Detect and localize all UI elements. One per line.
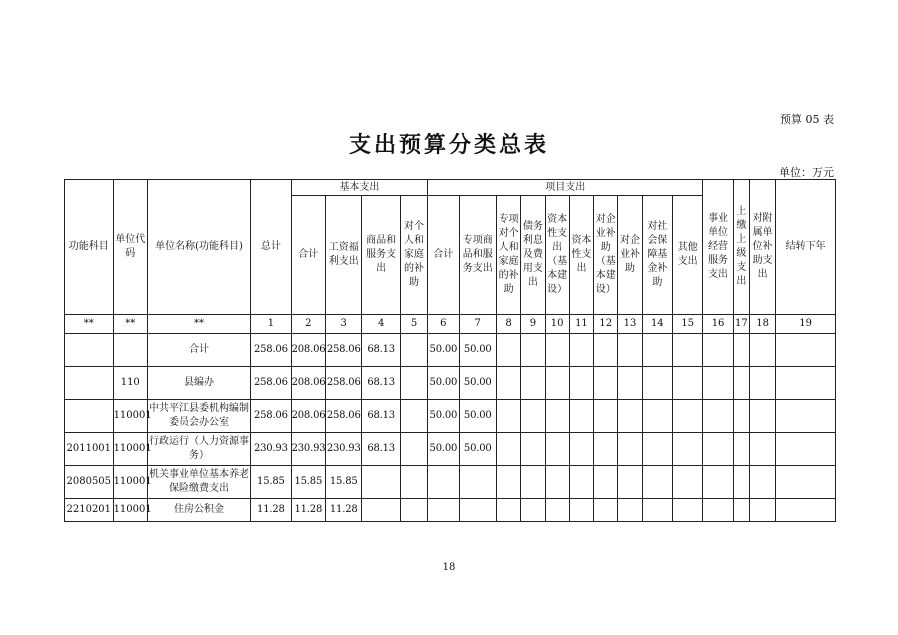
empty-cell <box>569 499 593 522</box>
basic-personal-cell <box>400 400 427 433</box>
col-project-capital: 资本性支出 <box>569 196 593 315</box>
index-cell: ** <box>147 315 250 334</box>
project-goods-cell: 50.00 <box>459 400 496 433</box>
empty-cell <box>776 433 836 466</box>
empty-cell <box>703 466 733 499</box>
basic-wage-cell: 258.06 <box>326 334 362 367</box>
empty-cell <box>594 367 618 400</box>
col-project-debt: 债务利息及费用支出 <box>521 196 545 315</box>
group-project: 项目支出 <box>428 180 703 196</box>
col-total: 总计 <box>251 180 291 315</box>
empty-cell <box>776 334 836 367</box>
index-cell: 18 <box>749 315 775 334</box>
empty-cell <box>569 367 593 400</box>
empty-cell <box>672 400 702 433</box>
empty-cell <box>733 499 749 522</box>
budget-table <box>64 179 836 522</box>
basic-sum-cell: 11.28 <box>291 499 325 522</box>
basic-sum-cell: 208.06 <box>291 334 325 367</box>
empty-cell <box>618 466 642 499</box>
project-goods-cell: 50.00 <box>459 367 496 400</box>
index-cell: 16 <box>703 315 733 334</box>
empty-cell <box>569 433 593 466</box>
col-project-personal: 专项对个人和家庭的补助 <box>496 196 520 315</box>
index-cell: 14 <box>642 315 672 334</box>
index-cell: 8 <box>496 315 520 334</box>
col-project-enterprise-construction: 对企业补助（基本建设） <box>594 196 618 315</box>
empty-cell <box>733 433 749 466</box>
index-cell: 15 <box>672 315 702 334</box>
basic-wage-cell: 258.06 <box>326 400 362 433</box>
col-basic-sum: 合计 <box>291 196 325 315</box>
col-basic-wage: 工资福利支出 <box>326 196 362 315</box>
index-cell: 2 <box>291 315 325 334</box>
unit-name-cell: 合计 <box>147 334 250 367</box>
basic-wage-cell: 11.28 <box>326 499 362 522</box>
empty-cell <box>733 466 749 499</box>
func-subject-cell <box>65 334 114 367</box>
col-func-subject: 功能科目 <box>65 180 114 315</box>
col-project-capital-construction: 资本性支出（基本建设） <box>545 196 569 315</box>
empty-cell <box>496 400 520 433</box>
func-subject-cell <box>65 367 114 400</box>
basic-sum-cell: 208.06 <box>291 400 325 433</box>
basic-personal-cell <box>400 499 427 522</box>
group-basic: 基本支出 <box>291 180 428 196</box>
empty-cell <box>672 466 702 499</box>
index-cell: 7 <box>459 315 496 334</box>
index-cell: ** <box>113 315 147 334</box>
empty-cell <box>594 466 618 499</box>
table-row <box>65 433 836 466</box>
project-goods-cell <box>459 466 496 499</box>
empty-cell <box>642 499 672 522</box>
total-cell: 11.28 <box>251 499 291 522</box>
col-project-social-security: 对社会保障基金补助 <box>642 196 672 315</box>
empty-cell <box>569 334 593 367</box>
func-subject-cell: 2210201 <box>65 499 114 522</box>
empty-cell <box>733 334 749 367</box>
empty-cell <box>545 367 569 400</box>
index-cell: 3 <box>326 315 362 334</box>
empty-cell <box>521 433 545 466</box>
basic-goods-cell: 68.13 <box>362 367 400 400</box>
project-goods-cell <box>459 499 496 522</box>
empty-cell <box>521 499 545 522</box>
index-cell: 11 <box>569 315 593 334</box>
empty-cell <box>618 334 642 367</box>
empty-cell <box>776 499 836 522</box>
basic-sum-cell: 208.06 <box>291 367 325 400</box>
unit-code-cell: 110001 <box>113 466 147 499</box>
empty-cell <box>749 466 775 499</box>
empty-cell <box>776 466 836 499</box>
col-project-enterprise: 对企业补助 <box>618 196 642 315</box>
empty-cell <box>521 334 545 367</box>
index-cell: ** <box>65 315 114 334</box>
unit-code-cell: 110001 <box>113 499 147 522</box>
empty-cell <box>569 466 593 499</box>
col-project-goods: 专项商品和服务支出 <box>459 196 496 315</box>
table-row <box>65 466 836 499</box>
table-row <box>65 400 836 433</box>
unit-code-cell: 110001 <box>113 433 147 466</box>
unit-name-cell: 住房公积金 <box>147 499 250 522</box>
table-row <box>65 334 836 367</box>
empty-cell <box>545 433 569 466</box>
col-carryover: 结转下年 <box>776 180 836 315</box>
page-title: 支出预算分类总表 <box>348 133 549 158</box>
index-cell: 9 <box>521 315 545 334</box>
empty-cell <box>496 334 520 367</box>
empty-cell <box>642 367 672 400</box>
empty-cell <box>545 334 569 367</box>
project-sum-cell: 50.00 <box>428 400 459 433</box>
index-cell: 5 <box>400 315 427 334</box>
page-number: 18 <box>442 562 456 573</box>
empty-cell <box>703 334 733 367</box>
header-row-groups <box>65 180 836 196</box>
unit-name-cell: 中共平江县委机构编制委员会办公室 <box>147 400 250 433</box>
empty-cell <box>776 400 836 433</box>
form-number: 预算 05 表 <box>780 113 834 126</box>
unit-code-cell: 110001 <box>113 400 147 433</box>
empty-cell <box>521 367 545 400</box>
project-sum-cell <box>428 466 459 499</box>
empty-cell <box>618 433 642 466</box>
basic-goods-cell: 68.13 <box>362 334 400 367</box>
total-cell: 258.06 <box>251 367 291 400</box>
empty-cell <box>496 367 520 400</box>
project-sum-cell: 50.00 <box>428 433 459 466</box>
col-unit-code: 单位代码 <box>113 180 147 315</box>
empty-cell <box>672 499 702 522</box>
empty-cell <box>496 433 520 466</box>
unit-code-cell: 110 <box>113 367 147 400</box>
basic-goods-cell <box>362 499 400 522</box>
basic-personal-cell <box>400 334 427 367</box>
col-project-other: 其他支出 <box>672 196 702 315</box>
basic-personal-cell <box>400 466 427 499</box>
table-row <box>65 499 836 522</box>
index-cell: 13 <box>618 315 642 334</box>
empty-cell <box>703 433 733 466</box>
empty-cell <box>672 433 702 466</box>
empty-cell <box>545 466 569 499</box>
empty-cell <box>703 499 733 522</box>
col-affiliated: 对附属单位补助支出 <box>749 180 775 315</box>
empty-cell <box>749 400 775 433</box>
empty-cell <box>703 367 733 400</box>
empty-cell <box>642 466 672 499</box>
empty-cell <box>594 334 618 367</box>
empty-cell <box>642 334 672 367</box>
empty-cell <box>496 466 520 499</box>
empty-cell <box>521 400 545 433</box>
index-cell: 10 <box>545 315 569 334</box>
empty-cell <box>642 400 672 433</box>
total-cell: 15.85 <box>251 466 291 499</box>
empty-cell <box>672 334 702 367</box>
basic-sum-cell: 230.93 <box>291 433 325 466</box>
empty-cell <box>749 433 775 466</box>
empty-cell <box>733 367 749 400</box>
empty-cell <box>642 433 672 466</box>
project-sum-cell: 50.00 <box>428 334 459 367</box>
func-subject-cell: 2080505 <box>65 466 114 499</box>
basic-goods-cell <box>362 466 400 499</box>
empty-cell <box>776 367 836 400</box>
basic-sum-cell: 15.85 <box>291 466 325 499</box>
empty-cell <box>618 367 642 400</box>
empty-cell <box>703 400 733 433</box>
unit-name-cell: 行政运行（人力资源事务） <box>147 433 250 466</box>
col-basic-personal: 对个人和家庭的补助 <box>400 196 427 315</box>
empty-cell <box>594 400 618 433</box>
col-unit-name: 单位名称(功能科目) <box>147 180 250 315</box>
empty-cell <box>545 400 569 433</box>
empty-cell <box>594 433 618 466</box>
empty-cell <box>672 367 702 400</box>
col-project-sum: 合计 <box>428 196 459 315</box>
index-cell: 12 <box>594 315 618 334</box>
empty-cell <box>618 499 642 522</box>
project-goods-cell: 50.00 <box>459 334 496 367</box>
index-cell: 1 <box>251 315 291 334</box>
empty-cell <box>749 367 775 400</box>
basic-personal-cell <box>400 367 427 400</box>
table-row <box>65 367 836 400</box>
empty-cell <box>521 466 545 499</box>
empty-cell <box>749 499 775 522</box>
project-sum-cell <box>428 499 459 522</box>
project-goods-cell: 50.00 <box>459 433 496 466</box>
total-cell: 258.06 <box>251 334 291 367</box>
func-subject-cell <box>65 400 114 433</box>
total-cell: 230.93 <box>251 433 291 466</box>
index-cell: 4 <box>362 315 400 334</box>
project-sum-cell: 50.00 <box>428 367 459 400</box>
basic-wage-cell: 258.06 <box>326 367 362 400</box>
basic-wage-cell: 230.93 <box>326 433 362 466</box>
unit-name-cell: 机关事业单位基本养老保险缴费支出 <box>147 466 250 499</box>
index-cell: 17 <box>733 315 749 334</box>
col-basic-goods: 商品和服务支出 <box>362 196 400 315</box>
func-subject-cell: 2011001 <box>65 433 114 466</box>
col-superior: 上缴上级支出 <box>733 180 749 315</box>
unit-label: 单位：万元 <box>779 166 834 179</box>
basic-goods-cell: 68.13 <box>362 400 400 433</box>
empty-cell <box>749 334 775 367</box>
index-cell: 6 <box>428 315 459 334</box>
total-cell: 258.06 <box>251 400 291 433</box>
index-cell: 19 <box>776 315 836 334</box>
empty-cell <box>618 400 642 433</box>
empty-cell <box>594 499 618 522</box>
empty-cell <box>496 499 520 522</box>
basic-wage-cell: 15.85 <box>326 466 362 499</box>
basic-personal-cell <box>400 433 427 466</box>
basic-goods-cell: 68.13 <box>362 433 400 466</box>
empty-cell <box>733 400 749 433</box>
col-business: 事业单位经营服务支出 <box>703 180 733 315</box>
unit-code-cell <box>113 334 147 367</box>
empty-cell <box>569 400 593 433</box>
empty-cell <box>545 499 569 522</box>
unit-name-cell: 县编办 <box>147 367 250 400</box>
index-row <box>65 315 836 334</box>
